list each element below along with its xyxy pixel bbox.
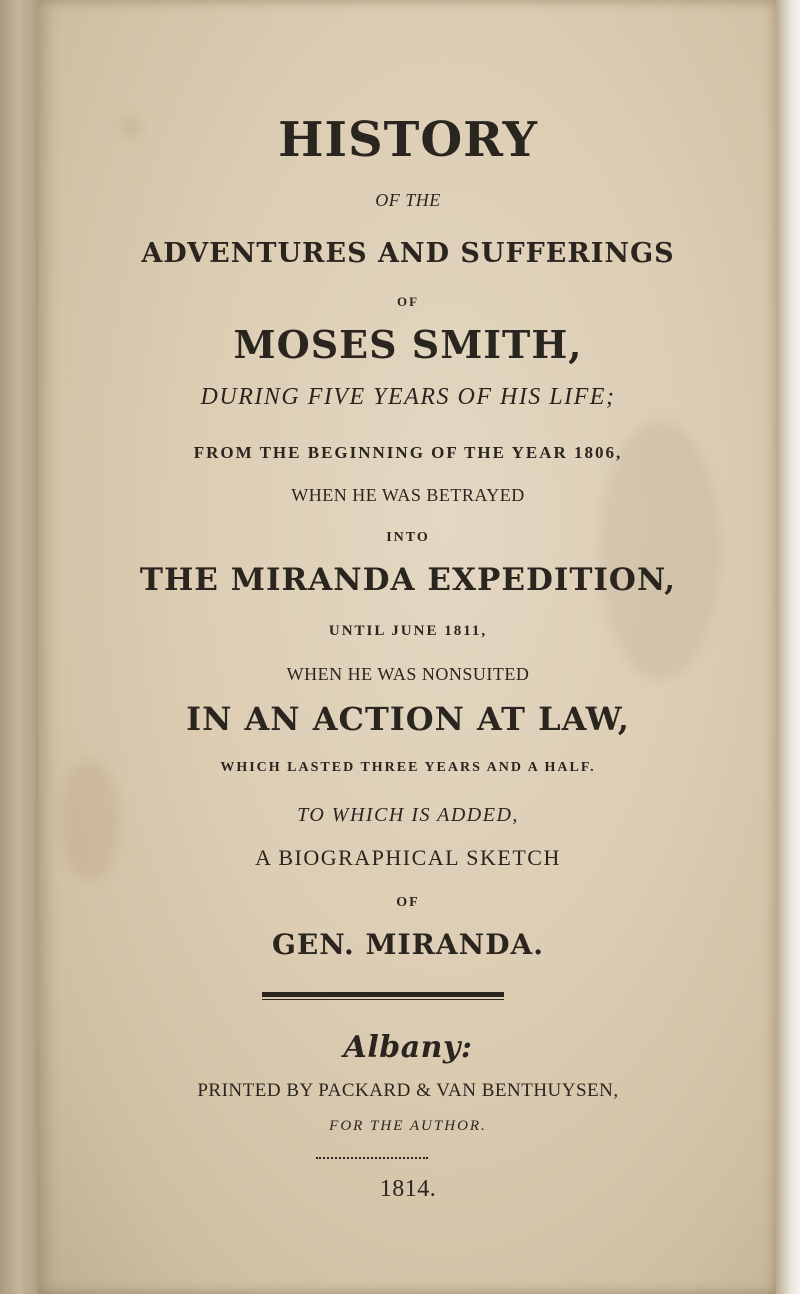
line-nonsuited: WHEN HE WAS NONSUITED bbox=[286, 664, 530, 684]
line-until-june: UNTIL JUNE 1811, bbox=[328, 623, 488, 639]
connector-of-1: OF bbox=[396, 294, 420, 309]
line-to-which-added: TO WHICH IS ADDED, bbox=[297, 804, 519, 826]
line-biographical-sketch: A BIOGRAPHICAL SKETCH bbox=[255, 845, 561, 870]
line-miranda-expedition: THE MIRANDA EXPEDITION, bbox=[139, 562, 677, 598]
connector-into: INTO bbox=[386, 530, 430, 545]
dotted-rule bbox=[316, 1157, 428, 1159]
name-moses-smith: MOSES SMITH, bbox=[233, 322, 583, 367]
line-lasted: WHICH LASTED THREE YEARS AND A HALF. bbox=[220, 760, 596, 775]
line-from-beginning: FROM THE BEGINNING OF THE YEAR 1806, bbox=[193, 443, 623, 462]
line-action-at-law: IN AN ACTION AT LAW, bbox=[186, 700, 630, 738]
line-during: DURING FIVE YEARS OF HIS LIFE; bbox=[200, 384, 616, 410]
page-right-edge bbox=[776, 0, 800, 1294]
imprint-for-author: FOR THE AUTHOR. bbox=[329, 1118, 487, 1134]
imprint-printer: PRINTED BY PACKARD & VAN BENTHUYSEN, bbox=[197, 1080, 619, 1101]
line-gen-miranda: GEN. MIRANDA. bbox=[272, 928, 544, 961]
subtitle-of-the: OF THE bbox=[375, 190, 441, 210]
title-history: HISTORY bbox=[278, 112, 538, 168]
imprint-year: 1814. bbox=[379, 1176, 437, 1202]
subtitle-adventures: ADVENTURES AND SUFFERINGS bbox=[141, 238, 675, 269]
imprint-place: Albany: bbox=[343, 1030, 473, 1065]
line-when-betrayed: WHEN HE WAS BETRAYED bbox=[291, 485, 525, 505]
decorative-rule bbox=[262, 992, 504, 1000]
connector-of-2: OF bbox=[396, 895, 420, 910]
